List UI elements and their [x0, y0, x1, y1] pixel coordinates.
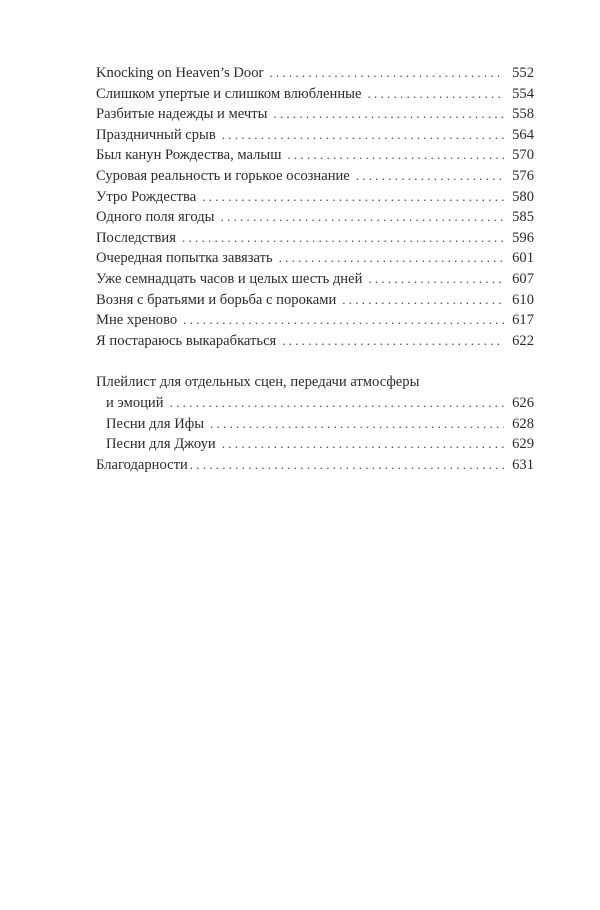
toc-entry[interactable] — [96, 63, 534, 84]
toc-entry-title: Последствия — [96, 229, 176, 246]
toc-page-number: 554 — [512, 85, 534, 102]
toc-page-number: 626 — [512, 394, 534, 411]
toc-entry[interactable] — [96, 290, 534, 311]
toc-entry-title: Разбитые надежды и мечты — [96, 106, 268, 123]
toc-entry-title: Слишком упертые и слишком влюбленные — [96, 85, 362, 102]
toc-page-number: 628 — [512, 415, 534, 432]
toc-entry[interactable] — [96, 104, 534, 125]
toc-entry-title: Песни для Ифы — [106, 415, 204, 432]
toc-entry-title-continued: и эмоций — [106, 394, 164, 411]
toc-page-number: 596 — [512, 229, 534, 246]
dot-leader — [282, 331, 504, 352]
dot-leader — [342, 290, 504, 311]
table-of-contents — [96, 63, 534, 475]
toc-entry[interactable] — [96, 228, 534, 249]
toc-entry-title: Плейлист для отдельных сцен, передачи атмосферы — [96, 374, 420, 391]
toc-entry[interactable] — [96, 434, 534, 455]
toc-entry-title: Мне хреново — [96, 312, 178, 329]
dot-leader — [220, 207, 504, 228]
toc-page-number: 601 — [512, 250, 534, 267]
toc-page-number: 622 — [512, 332, 534, 349]
toc-entry[interactable] — [96, 166, 534, 187]
toc-entry[interactable] — [96, 248, 534, 269]
dot-leader — [170, 393, 504, 414]
toc-entry-title: Благодарности — [96, 456, 188, 473]
toc-entry[interactable] — [96, 269, 534, 290]
toc-page-number: 576 — [512, 167, 534, 184]
toc-entry-title: Праздничный срыв — [96, 126, 216, 143]
toc-entry-title: Утро Рождества — [96, 188, 197, 205]
dot-leader — [367, 84, 504, 105]
toc-page-number: 631 — [512, 456, 534, 473]
spacer — [96, 351, 534, 372]
toc-page-number: 570 — [512, 147, 534, 164]
toc-entry-acknowledgements[interactable] — [96, 455, 534, 476]
dot-leader — [368, 269, 504, 290]
toc-entry-title: Возня с братьями и борьба с пороками — [96, 291, 337, 308]
toc-page-number: 607 — [512, 270, 534, 287]
dot-leader — [222, 434, 504, 455]
dot-leader — [202, 187, 504, 208]
toc-entry-playlist[interactable] — [96, 372, 534, 454]
toc-entry-title: Песни для Джоуи — [106, 436, 216, 453]
toc-page-number: 629 — [512, 436, 534, 453]
toc-entry[interactable] — [96, 331, 534, 352]
dot-leader — [279, 248, 504, 269]
toc-entry-title: Уже семнадцать часов и целых шесть дней — [96, 270, 363, 287]
toc-entry-title: Я постараюсь выкарабкаться — [96, 332, 277, 349]
toc-entry-title: Одного поля ягоды — [96, 209, 215, 226]
toc-page-number: 617 — [512, 312, 534, 329]
dot-leader — [269, 63, 504, 84]
dot-leader — [182, 228, 504, 249]
toc-page-number: 580 — [512, 188, 534, 205]
toc-entry[interactable] — [96, 187, 534, 208]
toc-page-number: 564 — [512, 126, 534, 143]
toc-entry-title: Суровая реальность и горькое осознание — [96, 167, 350, 184]
toc-entry[interactable] — [96, 125, 534, 146]
toc-page-number: 610 — [512, 291, 534, 308]
toc-page-number: 558 — [512, 106, 534, 123]
dot-leader — [222, 125, 504, 146]
dot-leader — [356, 166, 504, 187]
dot-leader — [287, 145, 504, 166]
toc-group — [96, 63, 534, 351]
dot-leader — [190, 455, 504, 476]
toc-entry[interactable] — [96, 414, 534, 435]
dot-leader — [183, 310, 504, 331]
toc-entry-title: Knocking on Heaven’s Door — [96, 65, 264, 81]
toc-entry[interactable] — [96, 145, 534, 166]
dot-leader — [273, 104, 504, 125]
toc-entry[interactable] — [96, 207, 534, 228]
dot-leader — [210, 414, 504, 435]
toc-page-number: 585 — [512, 209, 534, 226]
toc-entry[interactable] — [96, 310, 534, 331]
toc-entry[interactable] — [96, 84, 534, 105]
toc-entry-title: Очередная попытка завязать — [96, 250, 273, 267]
toc-page-number: 552 — [512, 65, 534, 81]
toc-entry-title: Был канун Рождества, малыш — [96, 147, 282, 164]
